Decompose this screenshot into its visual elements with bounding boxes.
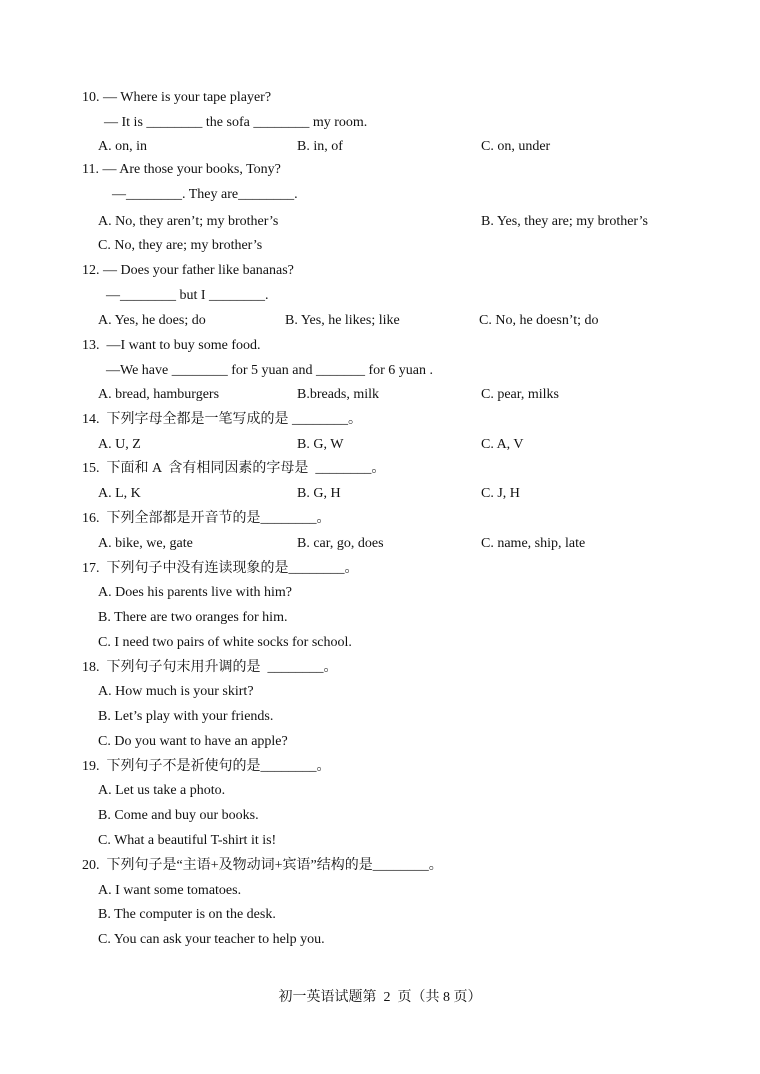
question-12-stem: 12. — Does your father like bananas? [82,263,294,278]
question-15-option-b: B. G, H [297,486,341,501]
question-19-option-b: B. Come and buy our books. [98,808,259,823]
question-12-option-c: C. No, he doesn’t; do [479,313,599,328]
question-13-option-b: B.breads, milk [297,387,380,402]
question-20-option-a: A. I want some tomatoes. [98,883,242,898]
question-10-answer-line: — It is ________ the sofa ________ my room. [104,115,368,130]
question-16-stem: 16. 下列全部都是开音节的是________。 [82,511,331,526]
question-18-stem: 18. 下列句子句末用升调的是 ________。 [82,660,338,675]
question-11-answer-line: —________. They are________. [112,187,298,202]
question-19-option-a: A. Let us take a photo. [98,783,226,798]
question-15-option-c: C. J, H [481,486,520,501]
question-14-option-b: B. G, W [297,437,344,452]
question-11-option-c: C. No, they are; my brother’s [98,238,263,253]
question-11-option-a: A. No, they aren’t; my brother’s [98,214,279,229]
question-12-option-a: A. Yes, he does; do [98,313,206,328]
question-12-answer-line: —________ but I ________. [106,288,269,303]
question-16-option-b: B. car, go, does [297,536,384,551]
question-11-stem: 11. — Are those your books, Tony? [82,162,281,177]
question-13-option-c: C. pear, milks [481,387,559,402]
question-13-answer-line: —We have ________ for 5 yuan and _______ for 6 yuan . [106,363,434,378]
question-17-stem: 17. 下列句子中没有连读现象的是________。 [82,561,359,576]
question-11-option-b: B. Yes, they are; my brother’s [481,214,648,229]
question-10-stem: 10. — Where is your tape player? [82,90,272,105]
question-20-stem: 20. 下列句子是“主语+及物动词+宾语”结构的是________。 [82,858,443,873]
question-10-option-c: C. on, under [481,139,551,154]
question-13-option-a: A. bread, hamburgers [98,387,220,402]
question-17-option-c: C. I need two pairs of white socks for school. [98,635,352,650]
question-16-option-c: C. name, ship, late [481,536,586,551]
question-19-stem: 19. 下列句子不是祈使句的是________。 [82,759,331,774]
question-18-option-c: C. Do you want to have an apple? [98,734,288,749]
question-10-option-a: A. on, in [98,139,147,154]
question-12-option-b: B. Yes, he likes; like [285,313,400,328]
question-17-option-b: B. There are two oranges for him. [98,610,288,625]
question-14-stem: 14. 下列字母全都是一笔写成的是 ________。 [82,412,362,427]
question-10-option-b: B. in, of [297,139,343,154]
question-15-stem: 15. 下面和 A 含有相同因素的字母是 ________。 [82,461,386,476]
question-14-option-c: C. A, V [481,437,524,452]
question-20-option-c: C. You can ask your teacher to help you. [98,932,325,947]
question-16-option-a: A. bike, we, gate [98,536,193,551]
question-14-option-a: A. U, Z [98,437,141,452]
question-18-option-b: B. Let’s play with your friends. [98,709,274,724]
question-13-stem: 13. —I want to buy some food. [82,338,261,353]
question-15-option-a: A. L, K [98,486,141,501]
question-17-option-a: A. Does his parents live with him? [98,585,293,600]
question-19-option-c: C. What a beautiful T-shirt it is! [98,833,277,848]
page-footer: 初一英语试题第 2 页（共 8 页） [278,990,482,1005]
question-20-option-b: B. The computer is on the desk. [98,907,276,922]
question-18-option-a: A. How much is your skirt? [98,684,254,699]
